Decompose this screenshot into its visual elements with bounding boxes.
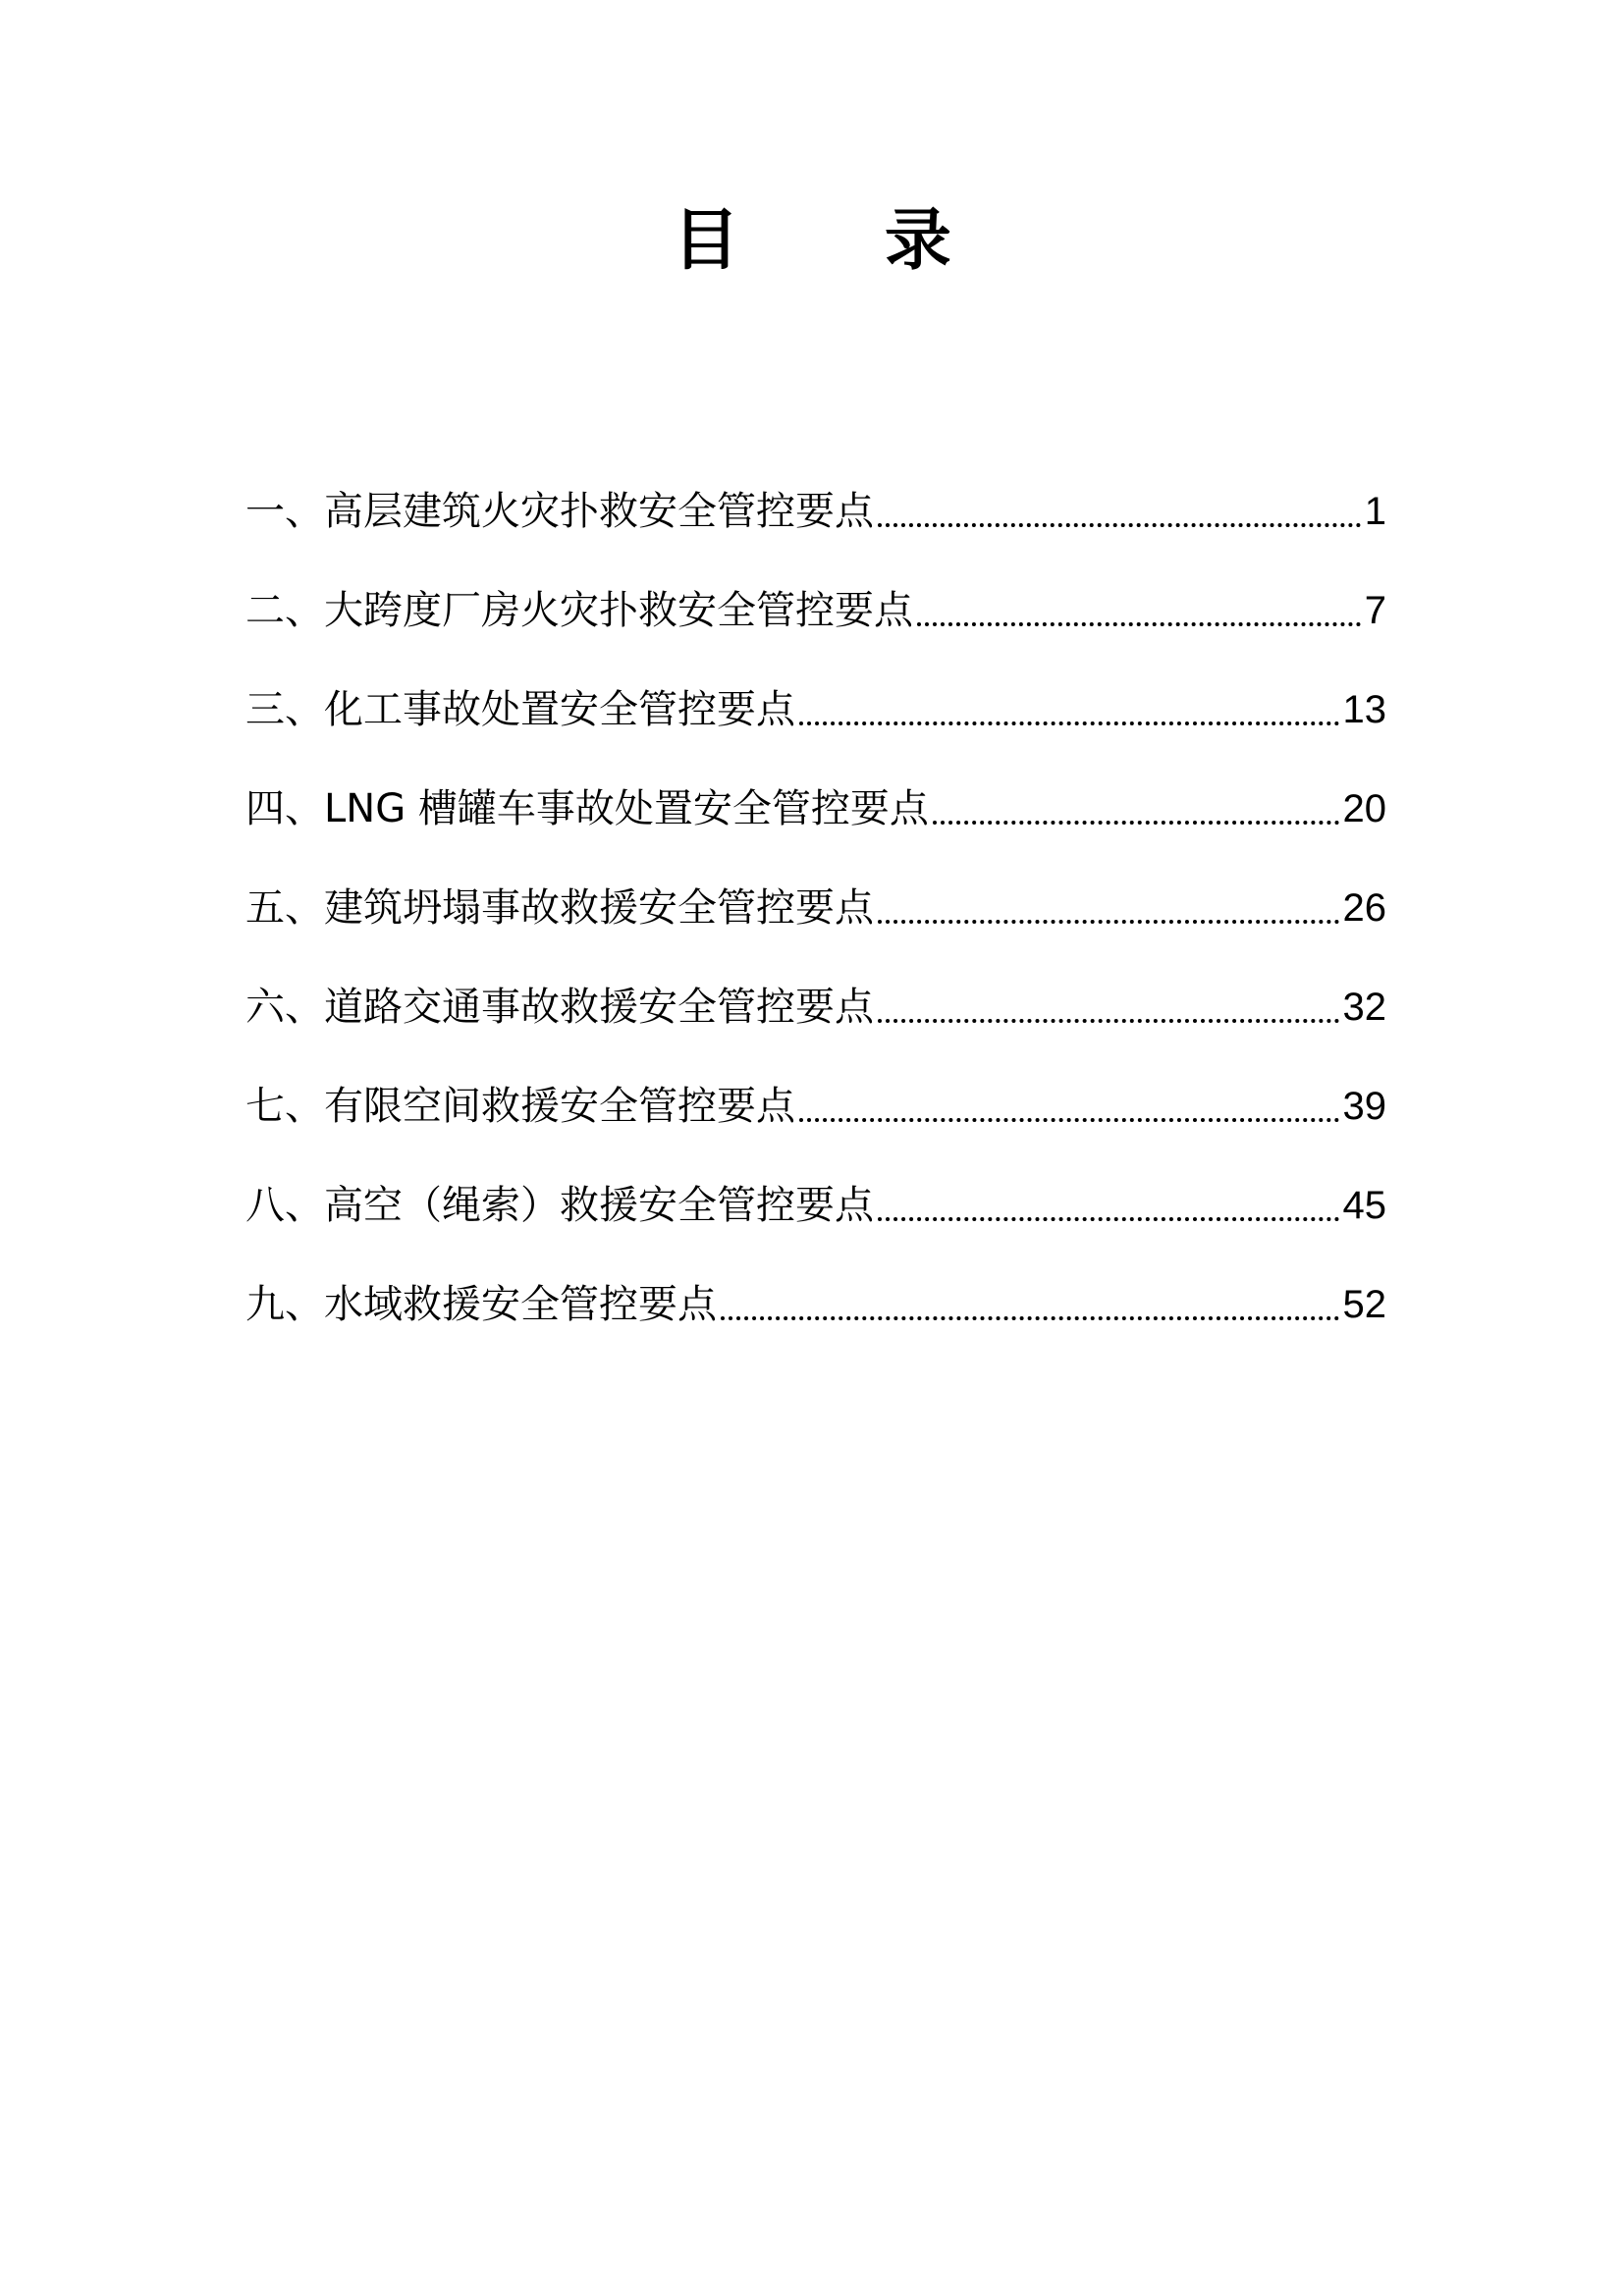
- toc-entry-label: 八、高空（绳索）救援安全管控要点: [245, 1183, 874, 1228]
- toc-title: 目 录: [673, 201, 1012, 280]
- toc-entry-label: 九、水域救援安全管控要点: [245, 1282, 717, 1327]
- toc-page-number: 45: [1342, 1184, 1386, 1227]
- table-of-contents: [245, 442, 1386, 1334]
- toc-page-number: 39: [1342, 1085, 1386, 1128]
- dot-leader: [917, 581, 1361, 640]
- toc-entry[interactable]: [245, 1136, 1386, 1235]
- toc-entry[interactable]: [245, 541, 1386, 640]
- toc-page-number: 32: [1342, 986, 1386, 1029]
- toc-entry-label: 六、道路交通事故救援安全管控要点: [245, 985, 874, 1030]
- dot-leader: [878, 978, 1339, 1037]
- dot-leader: [799, 680, 1339, 739]
- dot-leader: [878, 482, 1361, 541]
- toc-entry-label: 五、建筑坍塌事故救援安全管控要点: [245, 885, 874, 931]
- dot-leader: [721, 1275, 1339, 1334]
- toc-entry[interactable]: [245, 1235, 1386, 1334]
- toc-page-number: 52: [1342, 1283, 1386, 1326]
- toc-entry-label: 二、大跨度厂房火灾扑救安全管控要点: [245, 588, 913, 633]
- dot-leader: [878, 1176, 1339, 1235]
- toc-entry[interactable]: [245, 640, 1386, 739]
- toc-entry[interactable]: [245, 838, 1386, 937]
- toc-entry[interactable]: [245, 739, 1386, 838]
- toc-entry[interactable]: [245, 1037, 1386, 1136]
- toc-page-number: 7: [1364, 589, 1386, 632]
- dot-leader: [878, 879, 1339, 937]
- dot-leader: [799, 1077, 1339, 1136]
- toc-entry[interactable]: [245, 442, 1386, 541]
- dot-leader: [933, 779, 1339, 838]
- toc-page-number: 20: [1342, 787, 1386, 830]
- toc-entry[interactable]: [245, 937, 1386, 1037]
- toc-entry-label: 一、高层建筑火灾扑救安全管控要点: [245, 489, 874, 534]
- toc-entry-label: 七、有限空间救援安全管控要点: [245, 1084, 795, 1129]
- toc-entry-label: 四、LNG 槽罐车事故处置安全管控要点: [245, 786, 929, 831]
- toc-page-number: 1: [1364, 490, 1386, 533]
- toc-page-number: 26: [1342, 886, 1386, 930]
- toc-entry-label: 三、化工事故处置安全管控要点: [245, 687, 795, 732]
- toc-page-number: 13: [1342, 688, 1386, 731]
